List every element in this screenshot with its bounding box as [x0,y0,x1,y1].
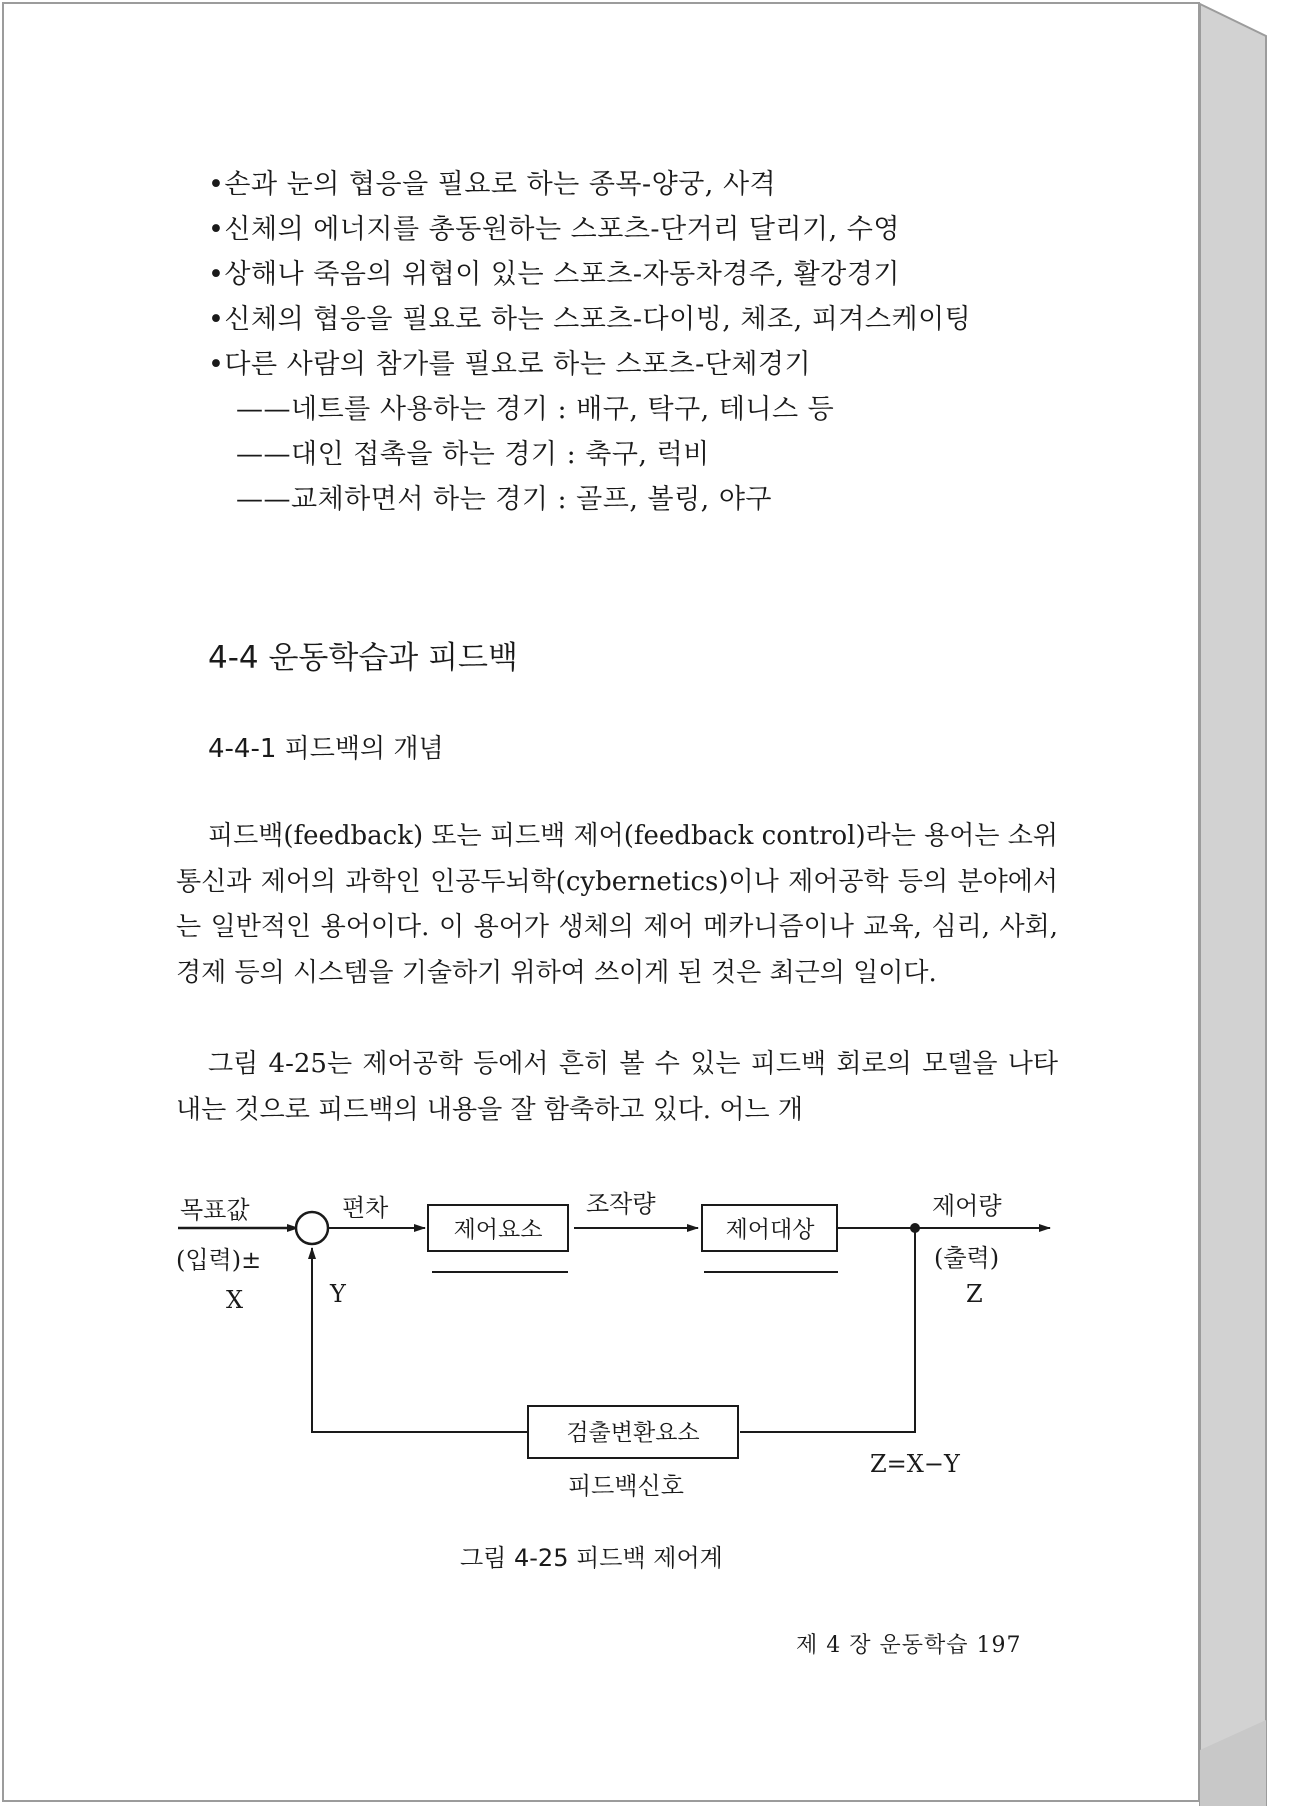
deviation-label: 편차 [342,1194,389,1222]
input-label: (입력)± [176,1246,262,1274]
equation-label: Z=X−Y [870,1450,960,1478]
subsection-title: 4-4-1 피드백의 개념 [208,734,444,764]
sub-list-item: ——교체하면서 하는 경기 : 골프, 볼링, 야구 [236,484,772,515]
page-footer: 제 4 장 운동학습 197 [796,1633,1022,1658]
list-item: •다른 사람의 참가를 필요로 하는 스포츠-단체경기 [208,349,812,380]
plant-box-label: 제어대상 [725,1217,815,1243]
z-label: Z [966,1280,983,1308]
feedback-path-right [740,1228,915,1432]
section-title: 4-4 운동학습과 피드백 [208,640,518,676]
list-item: •신체의 에너지를 총동원하는 스포츠-단거리 달리기, 수영 [208,214,900,245]
detector-box-label: 검출변환요소 [566,1420,700,1446]
body-paragraph: 피드백(feedback) 또는 피드백 제어(feedback control)라는 용어는 소위 통신과 제어의 과학인 인공두뇌학(cybernetics)이나 제어공학 등의 분야에서는 일반적인 용어이다. 이 용어가 생체의 제어 메카니즘이나 교육, 심리, 사회, 경제 등의 시스템을 기술하기 위하여 쓰이게 된 것은 최근의 일이다. [176,821,1058,988]
list-item: •손과 눈의 협응을 필요로 하는 종목-양궁, 사격 [208,169,777,200]
x-label: X [226,1286,244,1314]
sub-list-item: ——대인 접촉을 하는 경기 : 축구, 럭비 [236,439,710,470]
y-label: Y [330,1280,346,1308]
body-paragraph: 그림 4-25는 제어공학 등에서 흔히 볼 수 있는 피드백 회로의 모델을 나타내는 것으로 피드백의 내용을 잘 함축하고 있다. 어느 개 [176,1049,1058,1125]
summing-junction [296,1212,328,1244]
target-value-label: 목표값 [180,1196,250,1224]
controller-box-label: 제어요소 [453,1217,543,1243]
manipulated-label: 조작량 [586,1190,656,1218]
sub-list-item: ——네트를 사용하는 경기 : 배구, 탁구, 테니스 등 [236,394,835,425]
list-item: •상해나 죽음의 위협이 있는 스포츠-자동차경주, 활강경기 [208,259,900,290]
feedback-signal-label: 피드백신호 [568,1472,684,1500]
figure-caption: 그림 4-25 피드백 제어계 [460,1544,723,1572]
feedback-control-diagram [170,1180,1070,1520]
output-quantity-label: 제어량 [932,1192,1002,1220]
list-item: •신체의 협응을 필요로 하는 스포츠-다이빙, 체조, 피겨스케이팅 [208,304,972,335]
sport-classification-list [208,162,1108,522]
feedback-path-left [312,1248,528,1432]
output-label: (출력) [934,1244,1000,1272]
